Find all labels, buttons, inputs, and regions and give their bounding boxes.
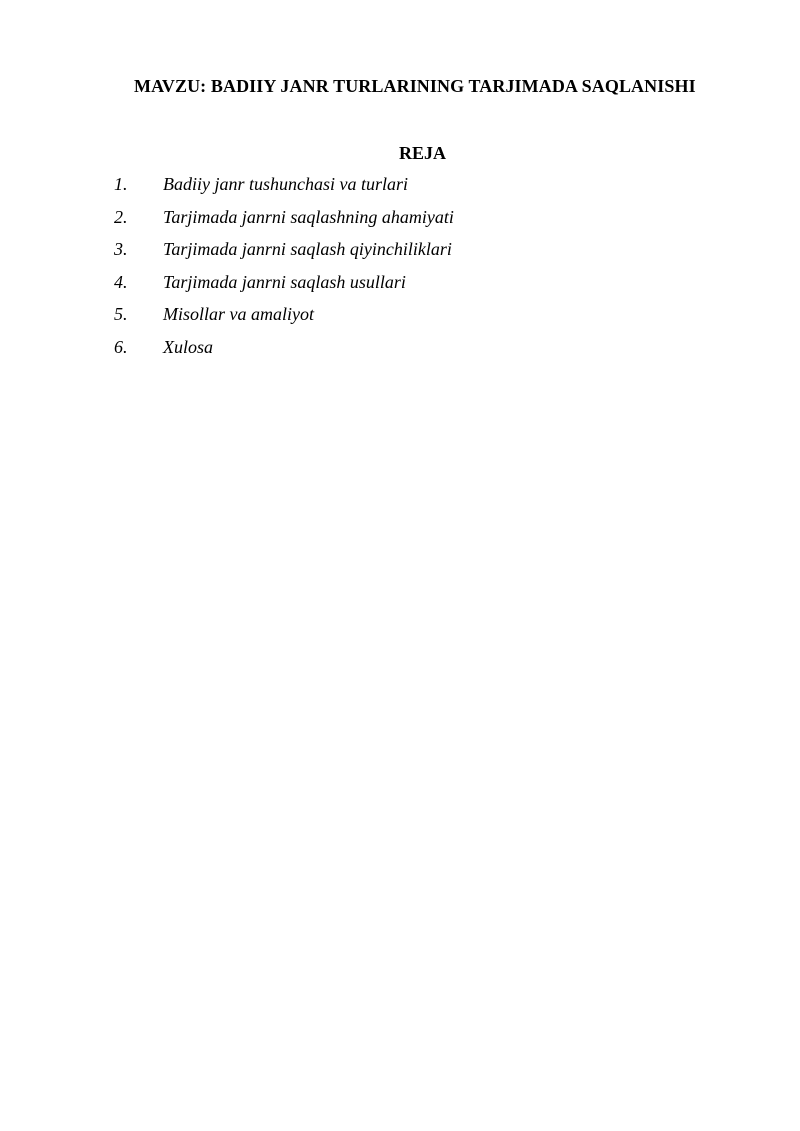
plan-item-text: Xulosa [163,336,214,357]
plan-item-number: 2. [114,206,128,227]
plan-item-number: 6. [114,336,128,357]
document-title: MAVZU: BADIIY JANR TURLARINING TARJIMADA SAQLANISHI [134,76,696,96]
plan-item-text: Tarjimada janrni saqlash qiyinchiliklari [163,239,452,260]
plan-item-text: Badiiy janr tushunchasi va turlari [163,174,408,194]
plan-list [114,174,454,370]
plan-heading: REJA [399,143,447,163]
plan-item-number: 3. [114,239,128,260]
plan-item [114,337,454,370]
plan-item-text: Misollar va amaliyot [163,304,314,325]
plan-item [114,304,454,337]
plan-item-text: Tarjimada janrni saqlash usullari [163,271,406,292]
plan-item-number: 5. [114,304,128,325]
plan-item-number: 4. [114,271,128,292]
plan-item [114,207,454,240]
plan-item-text: Tarjimada janrni saqlashning ahamiyati [163,206,454,227]
plan-item [114,239,454,272]
plan-item [114,272,454,305]
plan-item [114,174,454,207]
plan-item-number: 1. [114,174,128,194]
